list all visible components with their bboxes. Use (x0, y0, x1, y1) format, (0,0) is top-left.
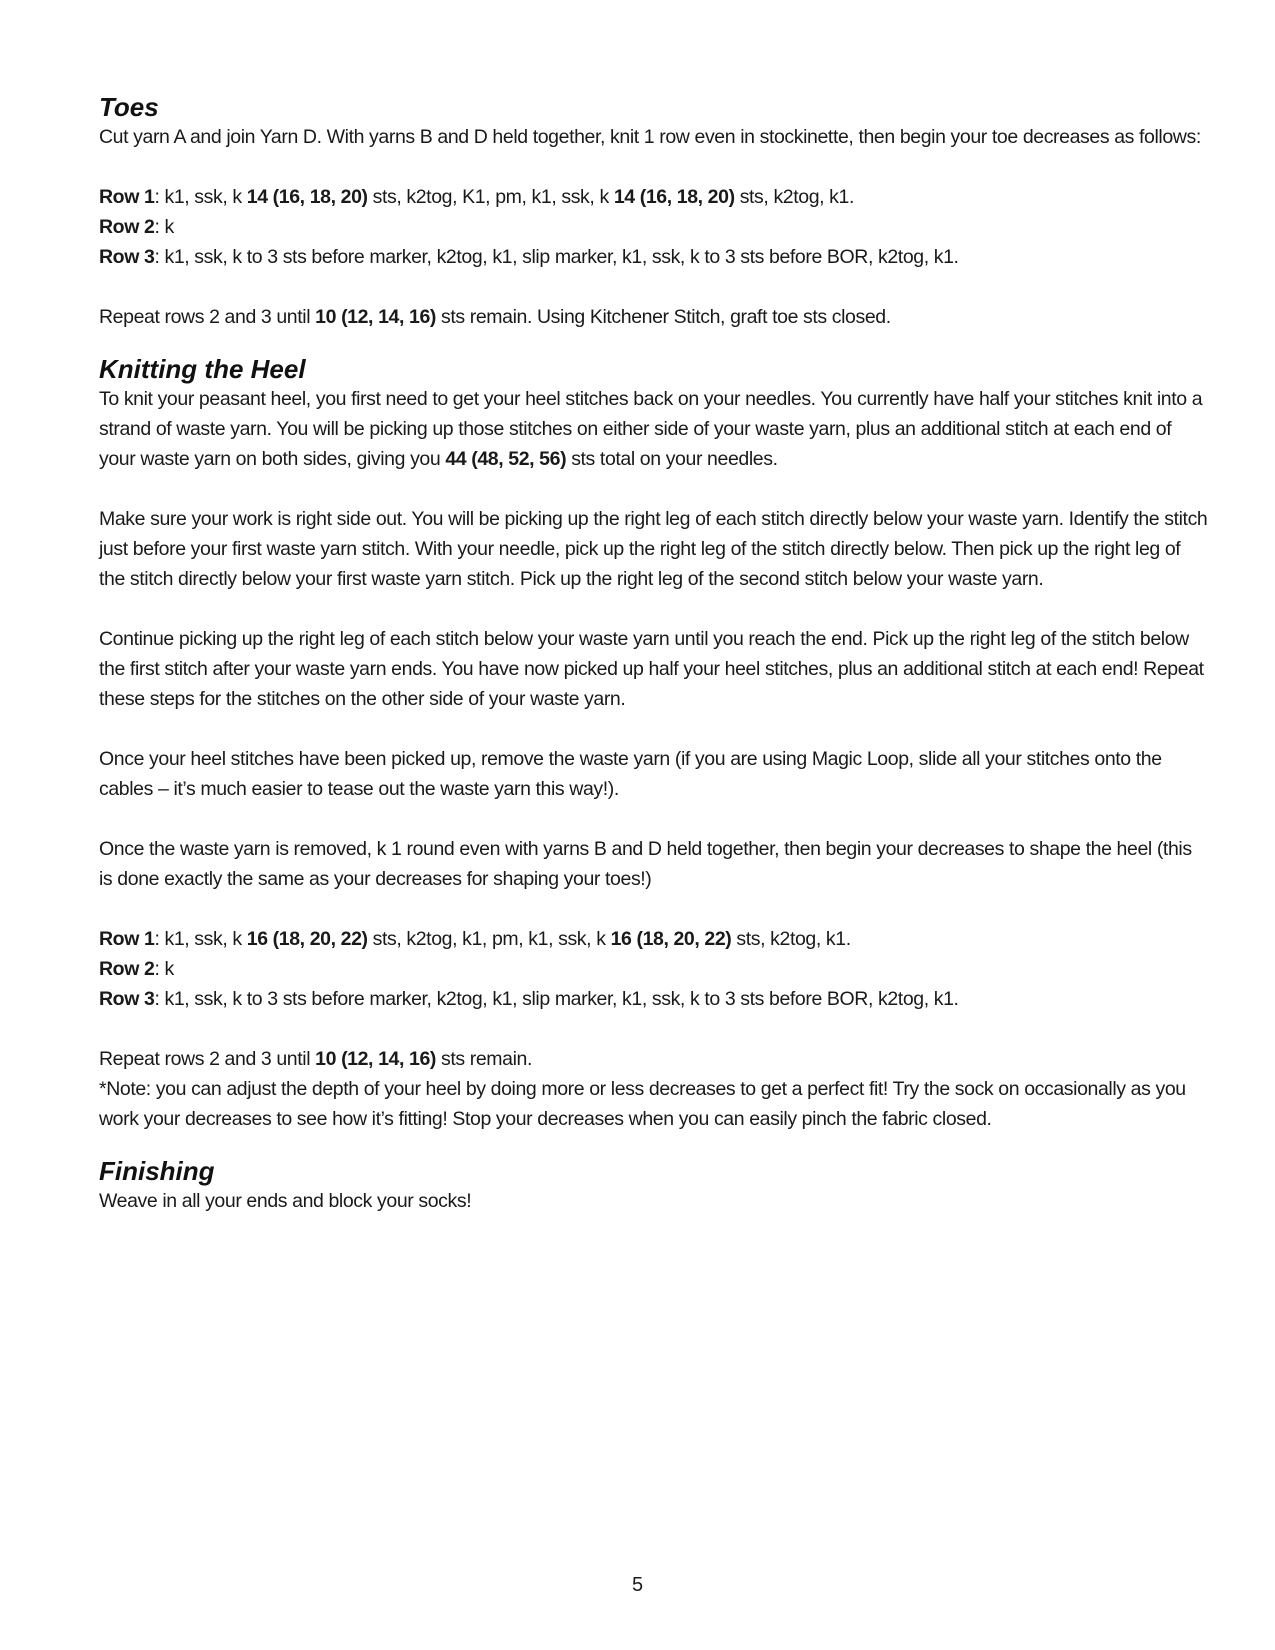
repeat-text: sts remain. Using Kitchener Stitch, graft toe sts closed. (436, 306, 891, 328)
page-content (99, 92, 1209, 1216)
stitch-count: 10 (12, 14, 16) (315, 306, 436, 328)
toes-repeat (99, 302, 1209, 332)
heel-paragraph-5: Once the waste yarn is removed, k 1 round even with yarns B and D held together, then begin your decreases to shape the heel (this is done exactly the same as your decreases for shaping your toes!) (99, 838, 1192, 890)
row-text: : k (154, 958, 174, 980)
repeat-text: sts remain. (436, 1048, 532, 1070)
page-number: 5 (631, 1574, 644, 1596)
heel-row-3 (99, 984, 1209, 1014)
heel-repeat (99, 1044, 1209, 1074)
row-label: Row 3 (99, 246, 155, 268)
heel-paragraph-3: Continue picking up the right leg of each stitch below your waste yarn until you reach the end. Pick up the right leg of the stitch below the first stitch after your waste yarn ends. You have now picked up half your heel stitches, plus an additional stitch at each end! Repeat these steps for the stitches on the other side of your waste yarn. (99, 628, 1204, 710)
heel-row-1 (99, 924, 1209, 954)
repeat-text: Repeat rows 2 and 3 until (99, 306, 316, 328)
stitch-count: 16 (18, 20, 22) (246, 928, 368, 950)
row-text: : k (154, 216, 174, 238)
heel-paragraph-2: Make sure your work is right side out. You will be picking up the right leg of each stitch directly below your waste yarn. Identify the stitch just before your first waste yarn stitch. With your needle, pick up the right leg of the stitch directly below. Then pick up the right leg of the stitch directly below your first waste yarn stitch. Pick up the right leg of the second stitch below your waste yarn. (99, 508, 1208, 590)
row-text: : k1, ssk, k (154, 928, 247, 950)
paragraph-text: sts total on your needles. (566, 448, 778, 470)
heel-note: *Note: you can adjust the depth of your heel by doing more or less decreases to get a perfect fit! Try the sock on occasionally as you work your decreases to see how it’s fitting! Stop your decreases when you can easily pinch the fabric closed. (99, 1078, 1186, 1130)
row-text: : k1, ssk, k to 3 sts before marker, k2tog, k1, slip marker, k1, ssk, k to 3 sts before BOR, k2tog, k1. (154, 988, 959, 1010)
stitch-count: 44 (48, 52, 56) (445, 448, 567, 470)
toes-row-2 (99, 212, 1209, 242)
toes-heading: Toes (99, 92, 159, 122)
row-text: sts, k2tog, k1. (731, 928, 851, 950)
stitch-count: 14 (16, 18, 20) (613, 186, 735, 208)
toes-row-1 (99, 182, 1209, 212)
stitch-count: 10 (12, 14, 16) (315, 1048, 436, 1070)
row-text: : k1, ssk, k (154, 186, 247, 208)
row-text: sts, k2tog, K1, pm, k1, ssk, k (367, 186, 614, 208)
paragraph-text: To knit your peasant heel, you first need to get your heel stitches back on your needles. You currently have half your stitches knit into a strand of waste yarn. You will be picking up those stitches on either side of your waste yarn, plus an additional stitch at each end of your waste yarn on both sides, giving you (99, 388, 1203, 470)
row-text: sts, k2tog, k1, pm, k1, ssk, k (367, 928, 611, 950)
heel-paragraph-4: Once your heel stitches have been picked up, remove the waste yarn (if you are using Magic Loop, slide all your stitches onto the cables – it’s much easier to tease out the waste yarn this way!). (99, 748, 1162, 800)
toes-row-3 (99, 242, 1209, 272)
finishing-text: Weave in all your ends and block your socks! (99, 1190, 472, 1212)
row-label: Row 1 (99, 928, 155, 950)
stitch-count: 14 (16, 18, 20) (246, 186, 368, 208)
heel-heading: Knitting the Heel (99, 354, 306, 384)
row-text: sts, k2tog, k1. (734, 186, 854, 208)
finishing-heading: Finishing (99, 1156, 215, 1186)
row-label: Row 2 (99, 958, 155, 980)
repeat-text: Repeat rows 2 and 3 until (99, 1048, 316, 1070)
toes-intro: Cut yarn A and join Yarn D. With yarns B and D held together, knit 1 row even in stockinette, then begin your toe decreases as follows: (99, 126, 1201, 148)
row-label: Row 3 (99, 988, 155, 1010)
row-text: : k1, ssk, k to 3 sts before marker, k2tog, k1, slip marker, k1, ssk, k to 3 sts before BOR, k2tog, k1. (154, 246, 959, 268)
stitch-count: 16 (18, 20, 22) (610, 928, 732, 950)
heel-paragraph-1 (99, 384, 1209, 474)
row-label: Row 1 (99, 186, 155, 208)
heel-row-2 (99, 954, 1209, 984)
row-label: Row 2 (99, 216, 155, 238)
